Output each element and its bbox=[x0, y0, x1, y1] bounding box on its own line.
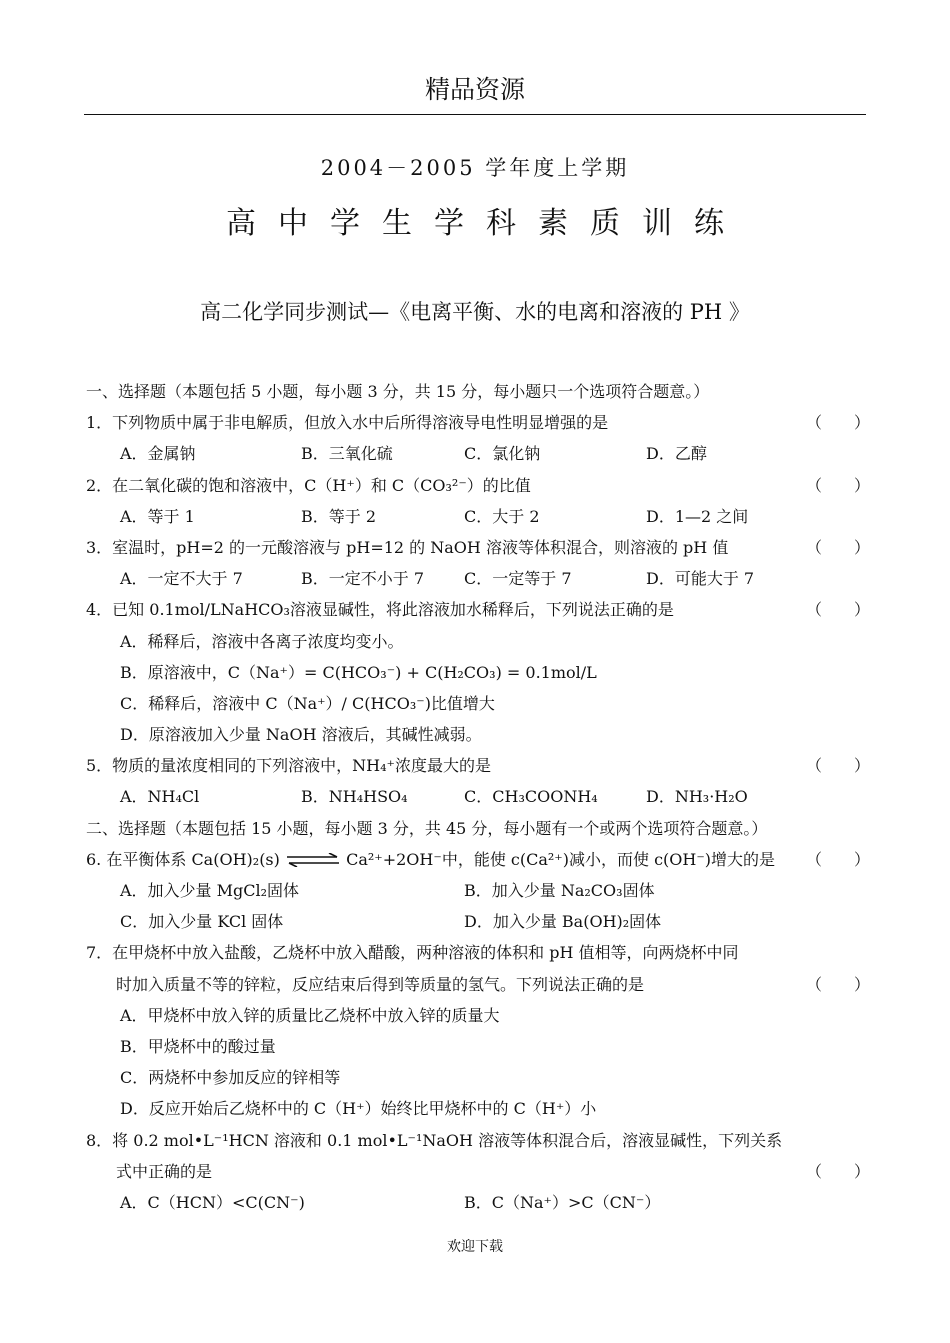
option-b: B．加入少量 Na₂CO₃固体 bbox=[464, 881, 655, 900]
equilibrium-arrow-icon bbox=[285, 853, 341, 867]
answer-paren: （ ） bbox=[805, 1161, 870, 1181]
questions bbox=[86, 376, 870, 1218]
question-4 bbox=[86, 594, 870, 625]
option-d: D．加入少量 Ba(OH)₂固体 bbox=[464, 912, 662, 932]
question-stem: 时加入质量不等的锌粒，反应结束后得到等质量的氢气。下列说法正确的是 bbox=[116, 974, 645, 994]
option-c: C．大于 2 bbox=[464, 506, 540, 526]
main-title: 高中学生学科素质训练 bbox=[226, 206, 746, 241]
section2-heading: 二、选择题（本题包括 15 小题，每小题 3 分，共 45 分，每小题有一个或两个选项符合题意。） bbox=[86, 818, 768, 838]
question-8-line2 bbox=[86, 1156, 870, 1187]
option-b: B．等于 2 bbox=[301, 506, 377, 526]
question-3-options bbox=[86, 563, 870, 594]
option-d: D．1—2 之间 bbox=[646, 506, 749, 526]
question-5 bbox=[86, 750, 870, 781]
option-b: B．一定不小于 7 bbox=[301, 569, 425, 589]
option-d: D．原溶液加入少量 NaOH 溶液后，其碱性减弱。 bbox=[120, 725, 482, 745]
question-8-line1: 8．将 0.2 mol•L⁻¹HCN 溶液和 0.1 mol•L⁻¹NaOH 溶液等体积混合后，溶液显碱性，下列关系 bbox=[86, 1130, 783, 1150]
answer-paren: （ ） bbox=[805, 413, 870, 433]
answer-paren: （ ） bbox=[805, 849, 870, 869]
option-a: A．NH₄Cl bbox=[120, 787, 200, 807]
option-b: B．原溶液中，C（Na⁺）= C(HCO₃⁻) + C(H₂CO₃) = 0.1mol/L bbox=[120, 662, 597, 682]
question-7-line1: 7．在甲烧杯中放入盐酸，乙烧杯中放入醋酸，两种溶液的体积和 pH 值相等，向两烧杯中同 bbox=[86, 943, 739, 963]
option-c: C．氯化钠 bbox=[464, 444, 541, 464]
question-stem: 2．在二氧化碳的饱和溶液中，C（H⁺）和 C（CO₃²⁻）的比值 bbox=[86, 475, 531, 495]
option-c: C．一定等于 7 bbox=[464, 569, 572, 589]
option-a: A．一定不大于 7 bbox=[120, 569, 243, 589]
option-c: C．两烧杯中参加反应的锌相等 bbox=[120, 1068, 341, 1088]
question-2-options bbox=[86, 501, 870, 532]
option-a: A．C（HCN）<C(CN⁻) bbox=[120, 1192, 305, 1212]
question-3 bbox=[86, 532, 870, 563]
option-a: A．等于 1 bbox=[120, 506, 195, 526]
question-stem-b: Ca²⁺+2OH⁻中，能使 c(Ca²⁺)减小，而使 c(OH⁻)增大的是 bbox=[346, 849, 776, 869]
answer-paren: （ ） bbox=[805, 600, 870, 620]
option-b: B．三氧化硫 bbox=[301, 444, 393, 464]
question-stem: 4．已知 0.1mol/LNaHCO₃溶液显碱性，将此溶液加水稀释后，下列说法正确的是 bbox=[86, 600, 674, 620]
question-stem: 5．物质的量浓度相同的下列溶液中，NH₄⁺浓度最大的是 bbox=[86, 756, 491, 776]
question-stem: 式中正确的是 bbox=[116, 1161, 213, 1181]
option-d: D．可能大于 7 bbox=[646, 569, 755, 589]
question-6-options-row1 bbox=[86, 875, 870, 906]
page-footer: 欢迎下载 bbox=[447, 1239, 503, 1255]
question-stem: 1．下列物质中属于非电解质，但放入水中后所得溶液导电性明显增强的是 bbox=[86, 413, 609, 433]
option-d: D．NH₃·H₂O bbox=[646, 787, 748, 807]
test-subtitle: 高二化学同步测试—《电离平衡、水的电离和溶液的 PH 》 bbox=[200, 300, 750, 324]
section1-heading: 一、选择题（本题包括 5 小题，每小题 3 分，共 15 分，每小题只一个选项符合题意。） bbox=[86, 382, 710, 401]
option-b: B．甲烧杯中的酸过量 bbox=[120, 1036, 276, 1056]
question-7-line2 bbox=[86, 969, 870, 1000]
question-6 bbox=[86, 844, 870, 875]
answer-paren: （ ） bbox=[805, 974, 870, 994]
option-d: D．乙醇 bbox=[646, 444, 707, 464]
option-d: D．反应开始后乙烧杯中的 C（H⁺）始终比甲烧杯中的 C（H⁺）小 bbox=[120, 1099, 597, 1119]
question-1-options bbox=[86, 438, 870, 469]
answer-paren: （ ） bbox=[805, 756, 870, 776]
question-stem-a: 6. 在平衡体系 Ca(OH)₂(s) bbox=[86, 849, 280, 869]
answer-paren: （ ） bbox=[805, 537, 870, 557]
question-5-options bbox=[86, 781, 870, 812]
option-b: B．C（Na⁺）>C（CN⁻） bbox=[464, 1192, 661, 1212]
option-b: B．NH₄HSO₄ bbox=[301, 787, 408, 807]
option-c: C．CH₃COONH₄ bbox=[464, 787, 598, 807]
page-header: 精品资源 bbox=[424, 75, 525, 104]
option-a: A．甲烧杯中放入锌的质量比乙烧杯中放入锌的质量大 bbox=[120, 1005, 500, 1025]
option-a: A．稀释后，溶液中各离子浓度均变小。 bbox=[120, 631, 404, 651]
question-stem: 3．室温时，pH=2 的一元酸溶液与 pH=12 的 NaOH 溶液等体积混合，则溶液的 pH 值 bbox=[86, 537, 729, 557]
option-c: C．加入少量 KCl 固体 bbox=[120, 912, 284, 932]
option-a: A．加入少量 MgCl₂固体 bbox=[120, 881, 300, 900]
question-6-options-row2 bbox=[86, 906, 870, 937]
question-1 bbox=[86, 407, 870, 438]
question-8-options bbox=[86, 1187, 870, 1218]
question-2 bbox=[86, 470, 870, 501]
option-a: A．金属钠 bbox=[120, 444, 196, 464]
option-c: C．稀释后，溶液中 C（Na⁺）/ C(HCO₃⁻)比值增大 bbox=[120, 693, 495, 713]
header-rule bbox=[84, 114, 866, 115]
answer-paren: （ ） bbox=[805, 475, 870, 495]
year-title: 2004－2005 学年度上学期 bbox=[320, 156, 630, 180]
